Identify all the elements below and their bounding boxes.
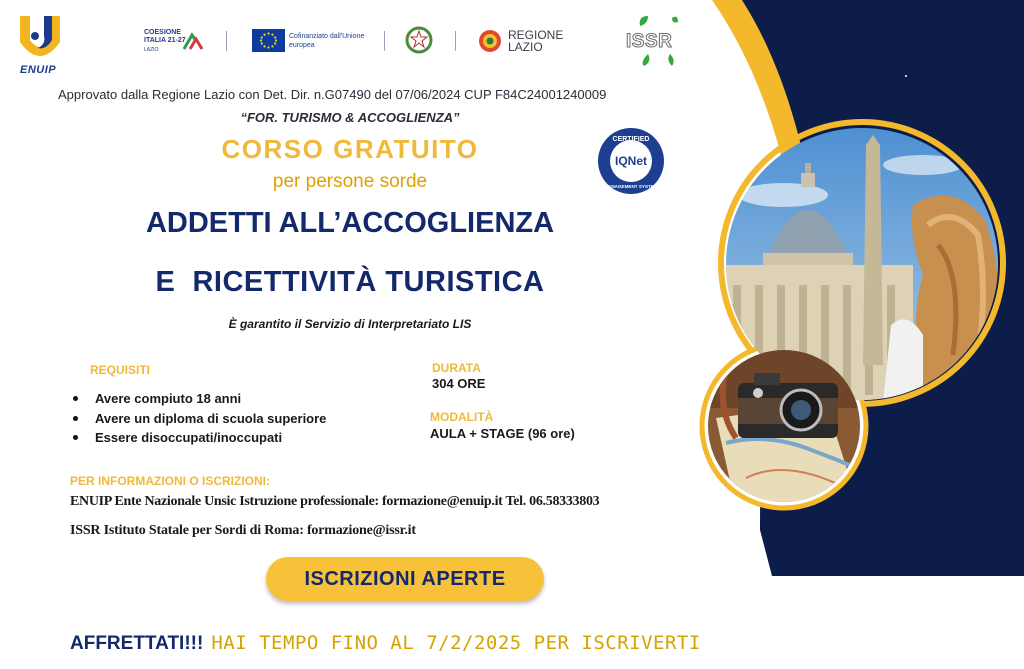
list-item: Avere un diploma di scuola superiore: [70, 409, 326, 429]
iqnet-certification-badge: [596, 126, 666, 196]
coesione-line2: ITALIA 21-27: [144, 37, 186, 44]
list-item: Avere compiuto 18 anni: [70, 389, 326, 409]
enuip-wordmark: ENUIP: [20, 64, 57, 76]
lazio-line1: REGIONE: [508, 28, 564, 42]
enuip-u-icon: [18, 14, 62, 60]
mode-heading: MODALITÀ: [430, 410, 494, 424]
italian-republic-emblem-icon: [405, 26, 433, 54]
eu-cofinanced-text: Cofinanziato dall'Unione europea: [289, 33, 365, 49]
approval-statement: Approvato dalla Regione Lazio con Det. Dir. n.G07490 del 07/06/2024 CUP F84C24001240009: [58, 87, 607, 102]
coesione-italia-logo: [144, 29, 206, 55]
requirements-heading: REQUISITI: [90, 363, 151, 377]
enuip-contact: ENUIP Ente Nazionale Unsic Istruzione professionale: formazione@enuip.it Tel. 06.58333803: [70, 494, 600, 509]
hurry-text: AFFRETTATI!!!: [70, 633, 204, 654]
issr-wordmark: ISSR: [626, 31, 673, 52]
logo-divider: [384, 31, 385, 51]
open-enrollment-button[interactable]: ISCRIZIONI APERTE: [266, 557, 544, 601]
logo-divider: [226, 31, 227, 51]
cert-brand-text: IQNet: [614, 154, 648, 168]
cert-bottom-text: MANAGEMENT SYSTEM: [604, 184, 658, 189]
course-title-line1: ADDETTI ALL’ACCOGLIENZA: [145, 207, 555, 239]
regione-lazio-logo: [478, 28, 568, 56]
eu-cofinanced-logo: [252, 29, 364, 53]
course-title-line2: E RICETTIVITÀ TURISTICA: [155, 266, 545, 298]
lis-interpreting-note: È garantito il Servizio di Interpretariato LIS: [228, 317, 472, 331]
mode-value: AULA + STAGE (96 ore): [430, 426, 575, 441]
camera-map-photo: [706, 348, 862, 504]
logo-divider: [455, 31, 456, 51]
duration-heading: DURATA: [432, 361, 481, 375]
coesione-arrow-icon: [182, 31, 204, 51]
requirements-list: [70, 389, 326, 448]
deadline-text: HAI TEMPO FINO AL 7/2/2025 PER ISCRIVERTI: [211, 632, 701, 654]
cert-top-text: CERTIFIED: [612, 136, 650, 143]
target-audience: per persone sorde: [272, 171, 428, 192]
issr-logo: [624, 14, 700, 68]
enuip-logo: [12, 14, 70, 76]
issr-contact: ISSR Istituto Statale per Sordi di Roma: formazione@issr.it: [70, 523, 416, 538]
coesione-line1: COESIONE: [144, 29, 181, 36]
eu-flag-icon: [252, 29, 285, 52]
lazio-shield-icon: [478, 28, 502, 54]
coesione-line3: LAZIO: [144, 47, 159, 53]
duration-value: 304 ORE: [432, 376, 486, 391]
lazio-line2: LAZIO: [508, 40, 543, 54]
free-course-heading: CORSO GRATUITO: [221, 134, 479, 164]
list-item: Essere disoccupati/inoccupati: [70, 428, 326, 448]
course-program-name: “FOR. TURISMO & ACCOGLIENZA”: [240, 110, 460, 125]
deadline-banner: [70, 632, 701, 655]
info-heading: PER INFORMAZIONI O ISCRIZIONI:: [70, 474, 270, 488]
